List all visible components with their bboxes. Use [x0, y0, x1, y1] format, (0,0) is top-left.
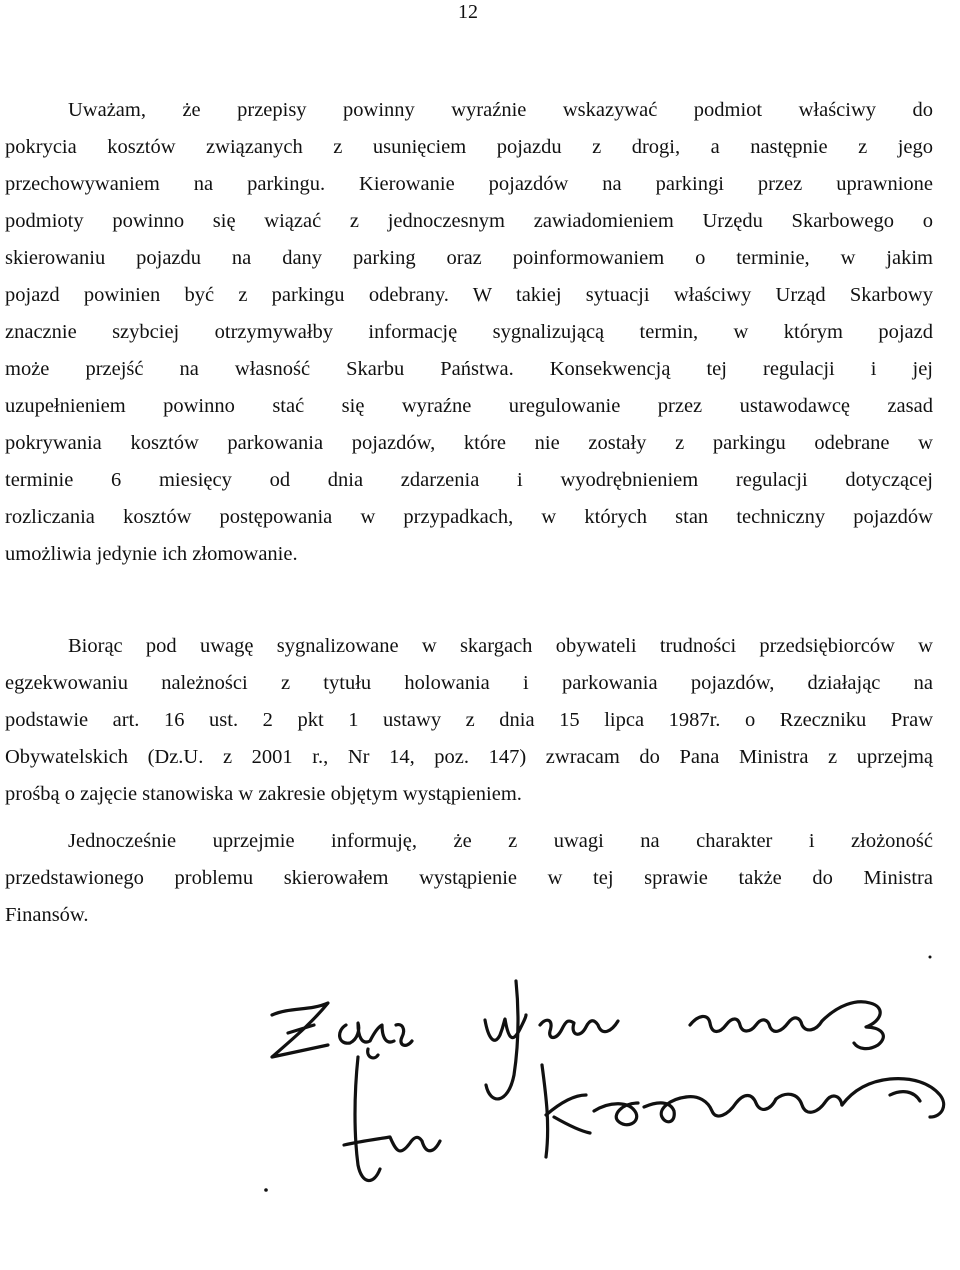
- page-number: 12: [458, 1, 478, 23]
- text-line: Biorąc pod uwagę sygnalizowane w skargach obywateli trudności przedsiębiorców w: [68, 635, 933, 657]
- paragraph-request: [5, 628, 933, 813]
- text-line: pojazd powinien być z parkingu odebrany. W takiej sytuacji właściwy Urząd Skarbowy: [5, 284, 933, 306]
- text-line: znacznie szybciej otrzymywałby informację sygnalizującą termin, w którym pojazd: [5, 321, 933, 343]
- paragraph-recommendation: [5, 92, 933, 573]
- text-line: umożliwia jedynie ich złomowanie.: [5, 543, 298, 565]
- paragraph-notice: [5, 823, 933, 934]
- handwritten-signature: [250, 945, 960, 1205]
- text-line: Jednocześnie uprzejmie informuję, że z uwagi na charakter i złożoność: [68, 830, 933, 852]
- text-line: skierowaniu pojazdu na dany parking oraz poinformowaniem o terminie, w jakim: [5, 247, 933, 269]
- text-line: terminie 6 miesięcy od dnia zdarzenia i wyodrębnieniem regulacji dotyczącej: [5, 469, 933, 491]
- text-line: może przejść na własność Skarbu Państwa. Konsekwencją tej regulacji i jej: [5, 358, 933, 380]
- text-line: podstawie art. 16 ust. 2 pkt 1 ustawy z dnia 15 lipca 1987r. o Rzeczniku Praw: [5, 709, 933, 731]
- text-line: Finansów.: [5, 904, 89, 926]
- text-line: przedstawionego problemu skierowałem wystąpienie w tej sprawie także do Ministra: [5, 867, 933, 889]
- text-line: przechowywaniem na parkingu. Kierowanie pojazdów na parkingi przez uprawnione: [5, 173, 933, 195]
- text-line: rozliczania kosztów postępowania w przypadkach, w których stan techniczny pojazdów: [5, 506, 933, 528]
- text-line: podmioty powinno się wiązać z jednoczesnym zawiadomieniem Urzędu Skarbowego o: [5, 210, 933, 232]
- text-line: Obywatelskich (Dz.U. z 2001 r., Nr 14, poz. 147) zwracam do Pana Ministra z uprzejmą: [5, 746, 933, 768]
- text-line: prośbą o zajęcie stanowiska w zakresie objętym wystąpieniem.: [5, 783, 522, 805]
- text-line: pokrycia kosztów związanych z usunięciem pojazdu z drogi, a następnie z jego: [5, 136, 933, 158]
- text-line: pokrywania kosztów parkowania pojazdów, które nie zostały z parkingu odebrane w: [5, 432, 933, 454]
- text-line: egzekwowaniu należności z tytułu holowania i parkowania pojazdów, działając na: [5, 672, 933, 694]
- text-line: uzupełnieniem powinno stać się wyraźne uregulowanie przez ustawodawcę zasad: [5, 395, 933, 417]
- text-line: Uważam, że przepisy powinny wyraźnie wskazywać podmiot właściwy do: [68, 99, 933, 121]
